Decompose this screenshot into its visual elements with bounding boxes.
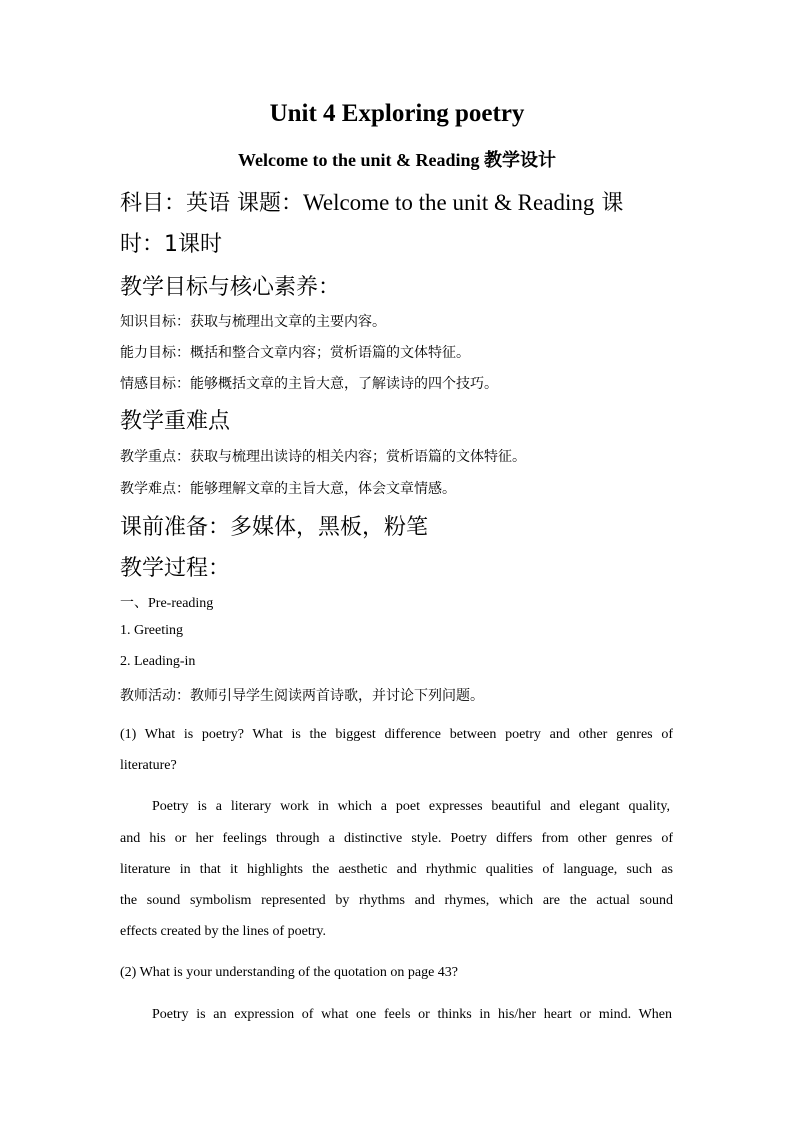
answer-1-line-3: literature in that it highlights the aesthetic and rhythmic qualities of language, such as [120, 862, 673, 877]
key-points-heading: 教学重难点 [120, 409, 231, 434]
answer-1-line-1: Poetry is a literary work in which a poet expresses beautiful and elegant quality, [152, 799, 670, 814]
answer-2-line-1: Poetry is an expression of what one feels or thinks in his/her heart or mind. When [152, 1007, 672, 1022]
key-point-focus: 教学重点：获取与梳理出读诗的相关内容；赏析语篇的文体特征。 [120, 449, 526, 465]
objective-knowledge: 知识目标：获取与梳理出文章的主要内容。 [120, 314, 386, 330]
question-2: (2) What is your understanding of the quotation on page 43? [120, 965, 458, 980]
subject-topic-line [120, 186, 680, 217]
subject-prefix: 科目：英语 课题： [120, 191, 303, 216]
preparation-line: 课前准备：多媒体，黑板，粉笔 [120, 515, 429, 540]
document-title: Unit 4 Exploring poetry [269, 100, 525, 127]
answer-1-line-2: and his or her feelings through a distinctive style. Poetry differs from other genres of [120, 831, 673, 846]
document-subtitle: Welcome to the unit & Reading 教学设计 [238, 150, 556, 170]
process-heading: 教学过程： [120, 556, 231, 581]
key-point-difficulty: 教学难点：能够理解文章的主旨大意，体会文章情感。 [120, 481, 456, 497]
objective-ability: 能力目标：概括和整合文章内容；赏析语篇的文体特征。 [120, 345, 470, 361]
sub-step-leading-in: 2. Leading-in [120, 654, 196, 669]
answer-1-line-4: the sound symbolism represented by rhythms and rhymes, which are the actual sound [120, 893, 673, 908]
objective-emotion: 情感目标：能够概括文章的主旨大意，了解读诗的四个技巧。 [120, 376, 498, 392]
question-1-line-1: (1) What is poetry? What is the biggest difference between poetry and other genres of [120, 727, 673, 742]
question-1-line-2: literature? [120, 758, 177, 773]
answer-1-line-5: effects created by the lines of poetry. [120, 924, 327, 939]
step-pre-reading: 一、Pre-reading [120, 596, 214, 611]
teacher-activity: 教师活动：教师引导学生阅读两首诗歌，并讨论下列问题。 [120, 688, 484, 704]
subject-suffix: 课 [594, 191, 624, 216]
objectives-heading: 教学目标与核心素养： [120, 275, 341, 300]
period-line: 时：1课时 [120, 232, 222, 257]
topic-latin: Welcome to the unit & Reading [303, 190, 595, 215]
sub-step-greeting: 1. Greeting [120, 623, 183, 638]
